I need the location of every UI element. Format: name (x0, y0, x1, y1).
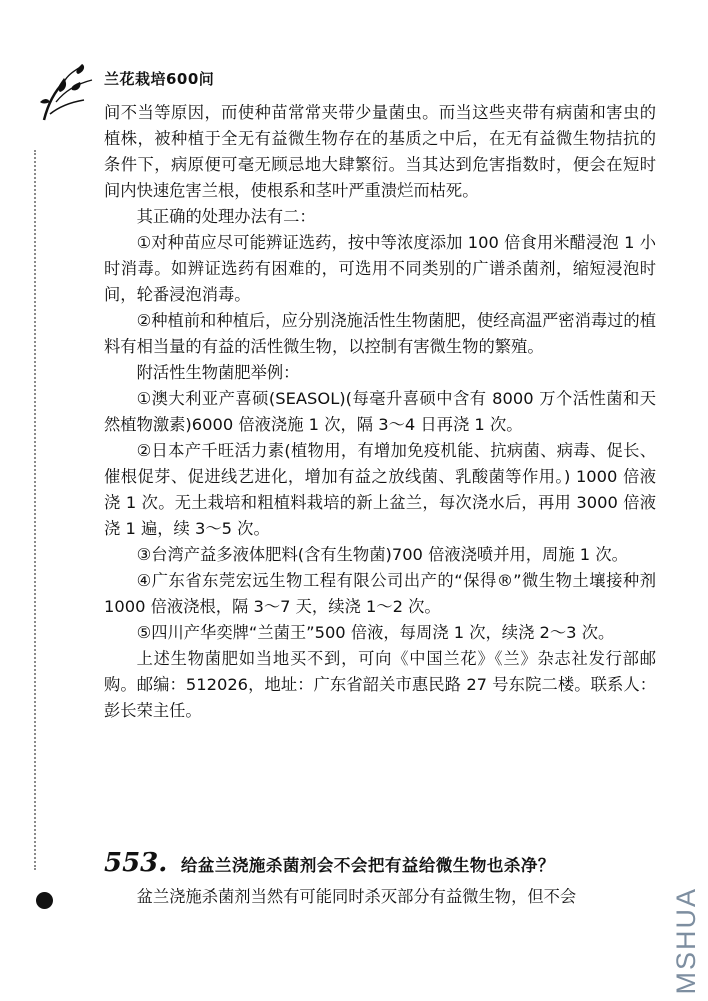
running-header-title: 兰花栽培600问 (104, 70, 215, 88)
watermark: MSHUA (671, 887, 701, 995)
paragraph: ①澳大利亚产喜硕(SEASOL)(每毫升喜硕中含有 8000 万个活性菌和天然植物激素)6000 倍液浇施 1 次，隔 3～4 日再浇 1 次。 (104, 389, 656, 434)
paragraph: ⑤四川产华奕牌“兰菌王”500 倍液，每周浇 1 次，续浇 2～3 次。 (136, 623, 615, 642)
paragraph: ④广东省东莞宏远生物工程有限公司出产的“保得®”微生物土壤接种剂 1000 倍液浇根，隔 3～7 天，续浇 1～2 次。 (104, 571, 656, 616)
bullet-dot (36, 892, 53, 909)
answer-first-line: 盆兰浇施杀菌剂当然有可能同时杀灭部分有益微生物，但不会 (136, 887, 577, 906)
question-number: 553. (104, 848, 168, 878)
paragraph: ①对种苗应尽可能辨证选药，按中等浓度添加 100 倍食用米醋浸泡 1 小时消毒。如辨证选药有困难的，可选用不同类别的广谱杀菌剂，缩短浸泡时间，轮番浸泡消毒。 (104, 233, 656, 304)
paragraph: 上述生物菌肥如当地买不到，可向《中国兰花》《兰》杂志社发行部邮购。邮编：512026，地址：广东省韶关市惠民路 27 号东院二楼。联系人：彭长荣主任。 (104, 649, 656, 720)
question-heading (104, 848, 664, 878)
paragraph: 其正确的处理办法有二： (136, 207, 316, 226)
paragraph: ②日本产千旺活力素(植物用，有增加免疫机能、抗病菌、病毒、促长、催根促芽、促进线艺进化，增加有益之放线菌、乳酸菌等作用。) 1000 倍液浇 1 次。无土栽培和粗植料栽培的新上盆兰，每次浇水后，再用 3000 倍液浇 1 遍，续 3～5 次。 (104, 441, 656, 538)
body-text (104, 100, 656, 724)
paragraph: ②种植前和种植后，应分别浇施活性生物菌肥，使经高温严密消毒过的植料有相当量的有益的活性微生物，以控制有害微生物的繁殖。 (104, 311, 656, 356)
paragraph: 附活性生物菌肥举例： (136, 363, 300, 382)
paragraph: ③台湾产益多液体肥料(含有生物菌)700 倍液浇喷并用，周施 1 次。 (136, 545, 628, 564)
orchid-icon (38, 62, 96, 122)
paragraph: 间不当等原因，而使种苗常常夹带少量菌虫。而当这些夹带有病菌和害虫的植株，被种植于全无有益微生物存在的基质之中后，在无有益微生物拮抗的条件下，病原便可毫无顾忌地大肆繁衍。当其达到危害指数时，便会在短时间内快速危害兰根，使根系和茎叶严重溃烂而枯死。 (104, 103, 656, 200)
question-title: 给盆兰浇施杀菌剂会不会把有益给微生物也杀净？ (180, 856, 555, 875)
margin-dotted-line (34, 150, 36, 870)
